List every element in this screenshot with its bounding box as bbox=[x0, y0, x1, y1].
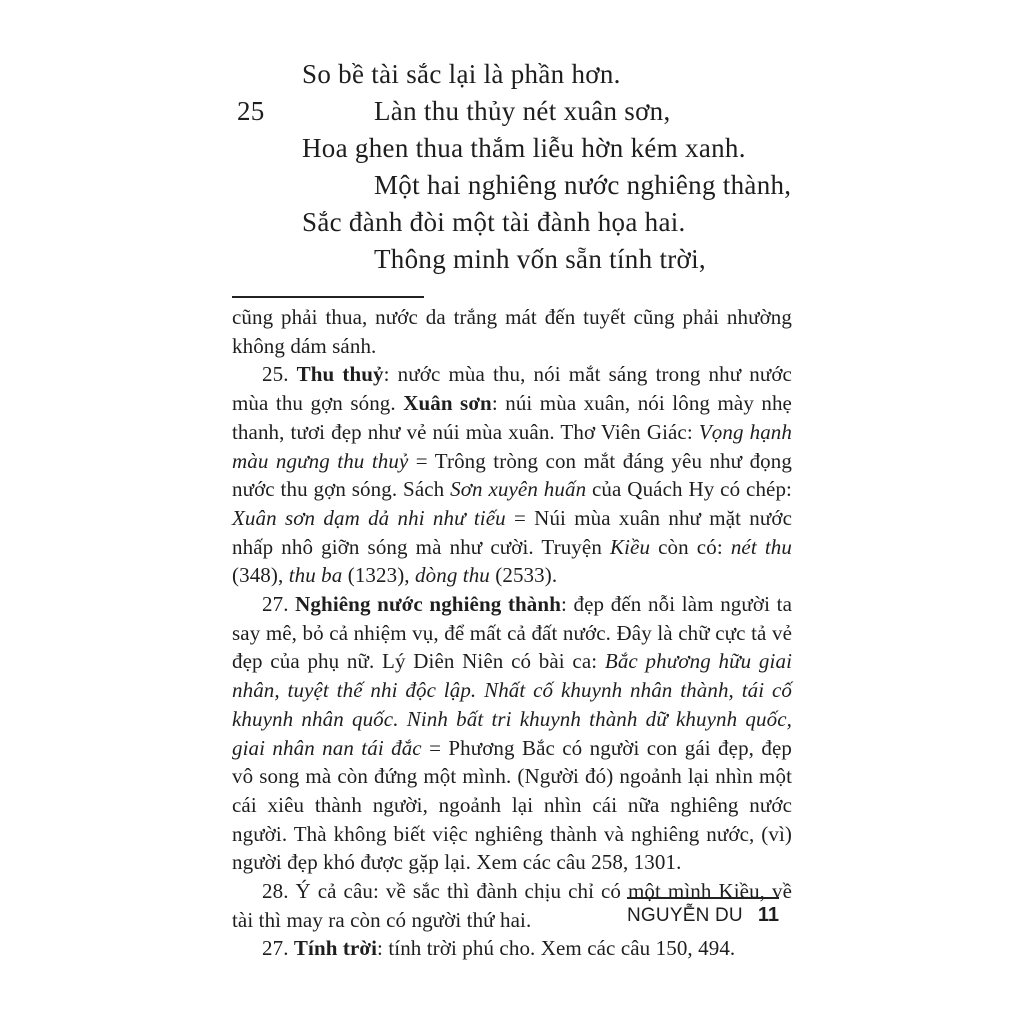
footnote-paragraph bbox=[232, 934, 792, 963]
footnote-text-run: (2533). bbox=[489, 563, 558, 588]
verse-line bbox=[232, 93, 796, 130]
footnote-text-run: (1323), bbox=[342, 563, 416, 588]
footnote-text-run: : núi mùa xuân, nói lông mày nhẹ thanh, tươi đẹp như vẻ núi mùa xuân. Thơ Viên Giác: bbox=[232, 391, 792, 444]
footer-rule bbox=[627, 897, 779, 899]
footer-page-number: 11 bbox=[757, 904, 779, 926]
footnote-text-run: dòng thu bbox=[415, 563, 490, 588]
footnote-text-run: = Trông tròng con mắt đáng yêu như đọng nước thu gợn sóng. Sách bbox=[232, 448, 792, 502]
footnote-text-run: = Núi mùa xuân như mặt nước nhấp nhô giỡn sóng mà như cười. Truyện bbox=[232, 505, 792, 559]
verse-line bbox=[232, 167, 796, 204]
footnote-text-run: : nước mùa thu, nói mắt sáng trong như nước mùa thu gợn sóng. bbox=[232, 362, 792, 416]
footnote-paragraph bbox=[232, 590, 792, 877]
footnote-separator-rule bbox=[232, 296, 424, 298]
verse-line-text: Một hai nghiêng nước nghiêng thành, bbox=[374, 170, 792, 200]
footer-text bbox=[627, 904, 779, 927]
verse-line-text: Thông minh vốn sẵn tính trời, bbox=[374, 244, 706, 274]
footnote-paragraph bbox=[232, 360, 792, 590]
footnote-text-run: nét thu bbox=[730, 534, 792, 559]
footnote-text-run: còn có: bbox=[650, 534, 731, 559]
verse-line bbox=[232, 130, 796, 167]
footnotes-section bbox=[232, 303, 792, 963]
footnote-text-run: Kiều bbox=[609, 534, 651, 559]
footnote-text-run: của Quách Hy có chép: bbox=[586, 477, 792, 502]
verse-line bbox=[232, 204, 796, 241]
verse-line bbox=[232, 56, 796, 93]
footer-author: NGUYỄN DU bbox=[627, 905, 743, 926]
footnote-text-run: Tính trời bbox=[293, 936, 378, 961]
footnote-text-run: thu ba bbox=[288, 563, 343, 588]
footnote-text-run: Bắc phương hữu giai nhân, tuyệt thế nhi độc lập. Nhất cố khuynh nhân thành, tái cố khuynh nhân quốc. Ninh bất tri khuynh thành dữ khuynh quốc, giai nhân nan tái đắc bbox=[232, 649, 793, 760]
footnote-text-run: = Phương Bắc có người con gái đẹp, đẹp vô song mà còn đứng một mình. (Người đó) ngoảnh lại nhìn một cái xiêu thành người, ngoảnh lại nhìn cái nữa nghiêng nước người. Thà không biết việc nghiêng thành và nghiêng nước, (vì) người đẹp khó được gặp lại. Xem các câu 258, 1301. bbox=[232, 735, 792, 875]
footnote-text-run: (348), bbox=[232, 563, 289, 588]
footnote-text-run: 25. bbox=[262, 362, 297, 387]
footnote-text-run: : đẹp đến nỗi làm người ta say mê, bỏ cả nhiệm vụ, để mất cả đất nước. Đây là chữ cực tả vẻ đẹp của phụ nữ. Lý Diên Niên có bài ca: bbox=[232, 592, 792, 674]
verse-line-text: Sắc đành đòi một tài đành họa hai. bbox=[302, 207, 686, 237]
verse-line-text: Hoa ghen thua thắm liễu hờn kém xanh. bbox=[302, 133, 746, 163]
verse-line-text: Làn thu thủy nét xuân sơn, bbox=[374, 96, 671, 126]
verse-line bbox=[232, 241, 796, 278]
footnote-paragraph bbox=[232, 303, 792, 360]
footnote-text-run: Xuân sơn bbox=[403, 391, 492, 416]
verse-line-text: So bề tài sắc lại là phần hơn. bbox=[302, 59, 621, 89]
footnote-text-run: Thu thuỷ bbox=[296, 362, 384, 387]
footnote-text-run: cũng phải thua, nước da trắng mát đến tuyết cũng phải nhường không dám sánh. bbox=[232, 305, 792, 358]
footnote-text-run: Nghiêng nước nghiêng thành bbox=[295, 592, 561, 617]
footnote-text-run: : tính trời phú cho. Xem các câu 150, 494. bbox=[377, 936, 736, 961]
footnote-text-run: 27. bbox=[262, 592, 296, 617]
verse-line-number: 25 bbox=[237, 96, 265, 126]
footnote-text-run: Vọng hạnh màu ngưng thu thuỷ bbox=[232, 419, 792, 473]
page-footer bbox=[627, 897, 779, 927]
footnote-text-run: Sơn xuyên huấn bbox=[450, 477, 587, 502]
footnote-text-run: 27. bbox=[262, 936, 294, 961]
verse-block bbox=[232, 56, 796, 278]
footnote-text-run: Xuân sơn dạm dả nhi như tiếu bbox=[232, 505, 506, 530]
footnote-text-run: 28. Ý cả câu: về sắc thì đành chịu chỉ có một mình Kiều, về tài thì may ra còn có người thứ hai. bbox=[232, 879, 792, 932]
